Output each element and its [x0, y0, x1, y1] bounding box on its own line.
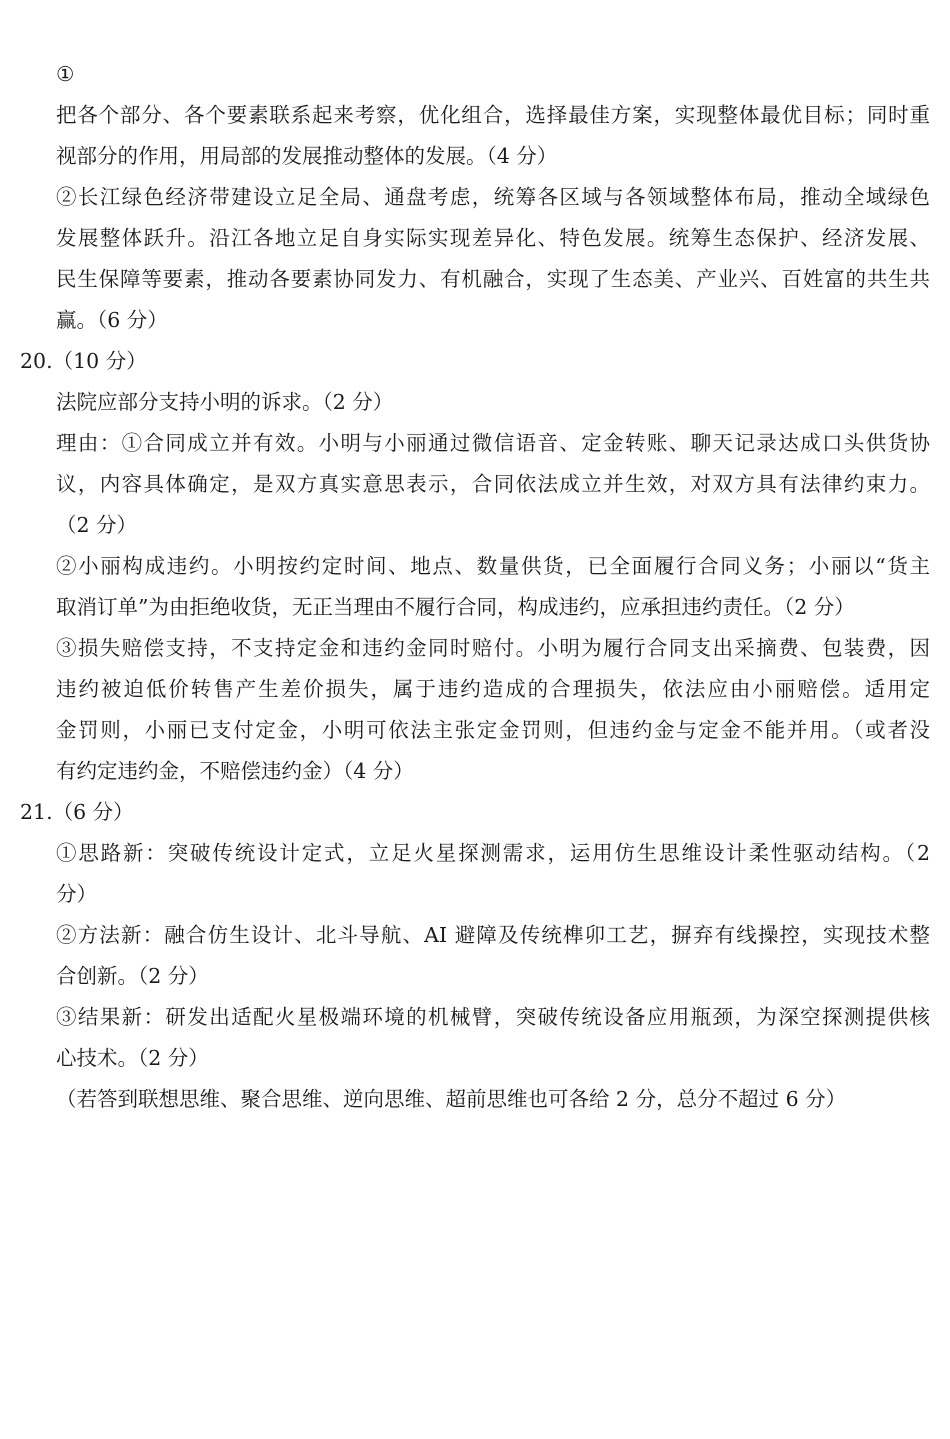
- paragraph-line: ②长江绿色经济带建设立足全局、通盘考虑，统筹各区域与各领域整体布局，推动全域绿色: [56, 185, 930, 209]
- paragraph-line: 发展整体跃升。沿江各地立足自身实际实现差异化、特色发展。统筹生态保护、经济发展、: [56, 226, 930, 250]
- paragraph-line: （2 分）: [56, 513, 138, 537]
- paragraph-line: 取消订单”为由拒绝收货，无正当理由不履行合同，构成违约，应承担违约责任。（2 分）: [56, 595, 855, 619]
- circled-marker: ①: [56, 62, 75, 86]
- question-20-heading: 20.（10 分）: [20, 349, 147, 373]
- paragraph-line: 视部分的作用，用局部的发展推动整体的发展。（4 分）: [56, 144, 558, 168]
- paragraph-line: 赢。（6 分）: [56, 308, 168, 332]
- paragraph-line: 民生保障等要素，推动各要素协同发力、有机融合，实现了生态美、产业兴、百姓富的共生共: [56, 267, 930, 291]
- paragraph-line: 分）: [56, 882, 97, 906]
- paragraph-line: 违约被迫低价转售产生差价损失，属于违约造成的合理损失，依法应由小丽赔偿。适用定: [56, 677, 930, 701]
- paragraph-line: 合创新。（2 分）: [56, 964, 209, 988]
- question-21-heading: 21.（6 分）: [20, 800, 134, 824]
- paragraph-line: ②小丽构成违约。小明按约定时间、地点、数量供货，已全面履行合同义务；小丽以“货主: [56, 554, 930, 578]
- paragraph-line: 理由：①合同成立并有效。小明与小丽通过微信语音、定金转账、聊天记录达成口头供货协: [56, 431, 930, 455]
- paragraph-line: 心技术。（2 分）: [56, 1046, 209, 1070]
- paragraph-line: ③结果新：研发出适配火星极端环境的机械臂，突破传统设备应用瓶颈，为深空探测提供核: [56, 1005, 930, 1029]
- paragraph-line: 把各个部分、各个要素联系起来考察，优化组合，选择最佳方案，实现整体最优目标；同时重: [56, 103, 930, 127]
- scoring-note: （若答到联想思维、聚合思维、逆向思维、超前思维也可各给 2 分，总分不超过 6 分）: [56, 1087, 847, 1111]
- paragraph-line: ③损失赔偿支持，不支持定金和违约金同时赔付。小明为履行合同支出采摘费、包装费，因: [56, 636, 930, 660]
- paragraph-line: ①思路新：突破传统设计定式，立足火星探测需求，运用仿生思维设计柔性驱动结构。（2: [56, 841, 930, 865]
- paragraph-line: 议，内容具体确定，是双方真实意思表示，合同依法成立并生效，对双方具有法律约束力。: [56, 472, 930, 496]
- paragraph-line: 金罚则，小丽已支付定金，小明可依法主张定金罚则，但违约金与定金不能并用。（或者没: [56, 718, 930, 742]
- conclusion-line: 法院应部分支持小明的诉求。（2 分）: [56, 390, 394, 414]
- paragraph-line: 有约定违约金，不赔偿违约金）（4 分）: [56, 759, 414, 783]
- paragraph-line: ②方法新：融合仿生设计、北斗导航、AI 避障及传统榫卯工艺，摒弃有线操控，实现技术整: [56, 923, 930, 947]
